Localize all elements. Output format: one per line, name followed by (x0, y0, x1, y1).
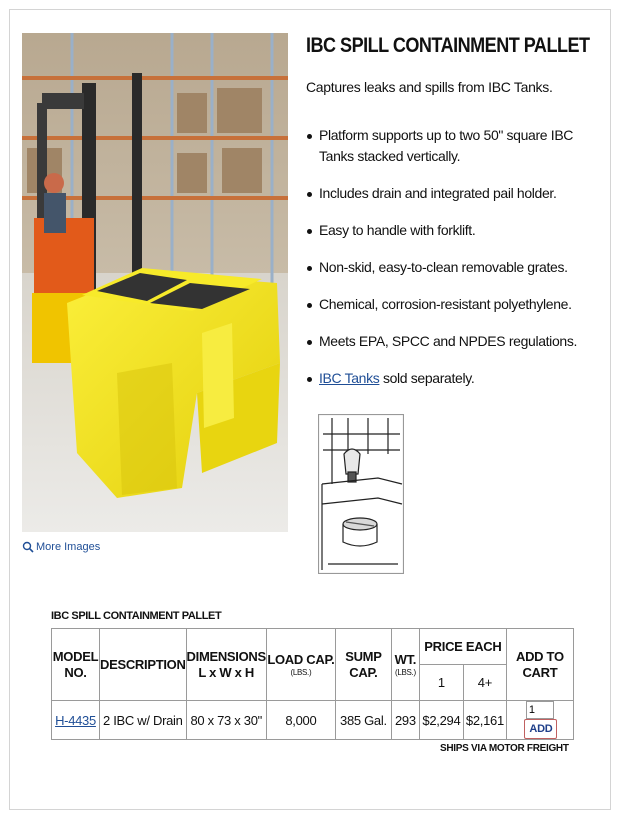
add-to-cart-cell (506, 701, 573, 740)
feature-item: Includes drain and integrated pail holder. (306, 183, 596, 204)
header-add-to-cart: ADD TO CART (506, 629, 573, 701)
table-title: IBC SPILL CONTAINMENT PALLET (51, 610, 222, 622)
feature-item: Non-skid, easy-to-clean removable grates. (306, 257, 596, 278)
add-button[interactable]: ADD (524, 719, 557, 739)
model-number-link[interactable]: H-4435 (52, 701, 100, 740)
header-price-each: PRICE EACH (419, 629, 506, 665)
feature-item: Easy to handle with forklift. (306, 220, 596, 241)
header-load-capacity: LOAD CAP. (LBS.) (266, 629, 335, 701)
feature-item: Meets EPA, SPCC and NPDES regulations. (306, 331, 596, 352)
ibc-tanks-link[interactable]: IBC Tanks (319, 370, 380, 386)
magnifier-icon (22, 541, 34, 553)
header-model: MODEL NO. (52, 629, 100, 701)
row-price-1: $2,294 (419, 701, 463, 740)
feature-list (306, 125, 596, 405)
table-row (52, 701, 574, 740)
header-dimensions: DIMENSIONS L x W x H (186, 629, 266, 701)
header-price-qty-4: 4+ (463, 665, 506, 701)
feature-item: Platform supports up to two 50" square IBC Tanks stacked vertically. (306, 125, 596, 167)
header-weight: WT. (LBS.) (391, 629, 419, 701)
quantity-input[interactable] (526, 701, 554, 719)
header-sump-capacity: SUMP CAP. (335, 629, 391, 701)
row-dimensions: 80 x 73 x 30" (186, 701, 266, 740)
header-price-qty-1: 1 (419, 665, 463, 701)
row-load-capacity: 8,000 (266, 701, 335, 740)
row-weight: 293 (391, 701, 419, 740)
row-sump-capacity: 385 Gal. (335, 701, 391, 740)
shipping-note: SHIPS VIA MOTOR FREIGHT (440, 743, 569, 754)
product-subtitle: Captures leaks and spills from IBC Tanks. (306, 79, 553, 95)
feature-text: sold separately. (379, 370, 475, 386)
spec-table (51, 628, 574, 740)
drain-diagram-image[interactable] (318, 414, 404, 574)
product-photo[interactable] (22, 33, 288, 532)
more-images-label: More Images (36, 541, 101, 553)
more-images-link[interactable] (22, 541, 100, 553)
header-description: DESCRIPTION (100, 629, 187, 701)
feature-item: Chemical, corrosion-resistant polyethylene. (306, 294, 596, 315)
product-title: IBC SPILL CONTAINMENT PALLET (306, 34, 590, 57)
row-description: 2 IBC w/ Drain (100, 701, 187, 740)
row-price-4: $2,161 (463, 701, 506, 740)
feature-item (306, 368, 596, 389)
